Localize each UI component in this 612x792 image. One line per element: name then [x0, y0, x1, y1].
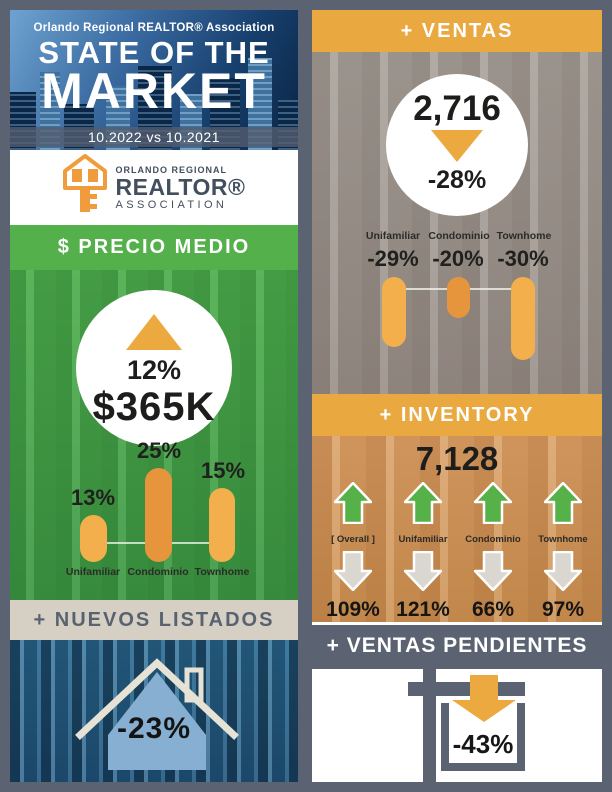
hero-title-line1: STATE OF THE	[38, 35, 270, 70]
inventory-col-overall	[318, 482, 388, 622]
bar-value-unifamiliar: 13%	[70, 485, 116, 510]
down-triangle-icon	[431, 130, 483, 162]
down-arrow-icon	[388, 551, 458, 596]
bar-label-unifamiliar: Unifamiliar	[65, 566, 121, 578]
inventory-value-unifamiliar: 121%	[396, 598, 450, 621]
bar-label-townhome: Townhome	[194, 566, 250, 578]
realtor-key-logo-icon	[63, 154, 107, 221]
bar-condominio	[447, 277, 470, 318]
logo-text	[116, 165, 246, 211]
up-arrow-icon	[388, 482, 458, 529]
logo-org-line2: REALTOR®	[115, 173, 246, 200]
inventory-value-overall: 109%	[326, 598, 380, 621]
bar-unifamiliar	[382, 277, 406, 347]
logo-org-line3: ASSOCIATION	[115, 198, 228, 211]
bar-label-townhome: Townhome	[496, 230, 552, 242]
bar-townhome	[511, 277, 535, 360]
pictogram-bar	[408, 682, 423, 696]
sales-change: -28%	[427, 166, 487, 194]
sales-total: 2,716	[413, 89, 501, 128]
down-arrow-icon	[318, 551, 388, 596]
sales-banner: + VENTAS	[312, 10, 602, 52]
hero-title-line2: MARKET	[41, 63, 267, 119]
bar-unifamiliar	[80, 515, 107, 562]
right-column	[312, 10, 602, 782]
up-arrow-icon	[318, 482, 388, 529]
inventory-value-townhome: 97%	[541, 598, 585, 621]
hero-eyebrow: Orlando Regional REALTOR® Association	[33, 22, 275, 34]
logo-strip	[10, 150, 298, 225]
sales-section	[312, 52, 602, 394]
bar-value-condominio: -20%	[432, 246, 484, 271]
inventory-value-condominio: 66%	[471, 598, 515, 621]
down-arrow-icon	[458, 551, 528, 596]
bar-label-condominio: Condominio	[428, 230, 490, 242]
bar-value-condominio: 25%	[136, 438, 182, 463]
sales-stat-circle	[386, 74, 528, 216]
up-arrow-icon	[458, 482, 528, 529]
logo-org-line1: ORLANDO REGIONAL	[115, 164, 227, 175]
bar-townhome	[209, 488, 235, 562]
up-arrow-icon	[528, 482, 598, 529]
inventory-col-unifamiliar	[388, 482, 458, 622]
inventory-section	[312, 436, 602, 625]
new-listings-banner: + NUEVOS LISTADOS	[10, 600, 298, 640]
down-arrow-icon	[470, 675, 498, 701]
inventory-label-condominio: Condominio	[465, 534, 521, 545]
median-price-change: 12%	[126, 355, 182, 385]
median-price-value: $365K	[92, 385, 216, 429]
inventory-label-townhome: Townhome	[538, 534, 588, 545]
inventory-banner: + INVENTORY	[312, 394, 602, 436]
inventory-col-condominio	[458, 482, 528, 622]
bar-value-unifamiliar: -29%	[367, 246, 419, 271]
down-arrow-icon	[528, 551, 598, 596]
new-listings-change: -23%	[116, 712, 192, 745]
pending-sales-change: -43%	[452, 729, 514, 759]
inventory-label-overall: [ Overall ]	[331, 534, 375, 545]
inventory-label-unifamiliar: Unifamiliar	[398, 534, 448, 545]
new-listings-section	[10, 640, 298, 782]
bar-condominio	[145, 468, 172, 562]
left-column	[10, 10, 298, 782]
inventory-columns	[318, 482, 598, 622]
bar-value-townhome: -30%	[497, 246, 549, 271]
inventory-col-townhome	[528, 482, 598, 622]
hero-header	[10, 10, 298, 150]
pending-left-panel	[312, 669, 423, 782]
inventory-total: 7,128	[415, 440, 499, 477]
pending-sales-banner: + VENTAS PENDIENTES	[326, 634, 588, 657]
bar-label-unifamiliar: Unifamiliar	[365, 230, 421, 242]
pending-sales-section	[312, 625, 602, 782]
median-price-banner: $ PRECIO MEDIO	[10, 225, 298, 270]
median-price-section	[10, 270, 298, 600]
pictogram-bar	[436, 682, 470, 696]
comparison-period: 10.2022 vs 10.2021	[10, 127, 298, 147]
up-triangle-icon	[126, 314, 182, 350]
bar-value-townhome: 15%	[200, 458, 246, 483]
down-arrow-icon	[452, 700, 516, 722]
median-price-stat-circle	[76, 290, 232, 446]
bar-label-condominio: Condominio	[127, 566, 189, 578]
pictogram-bar	[498, 682, 525, 696]
